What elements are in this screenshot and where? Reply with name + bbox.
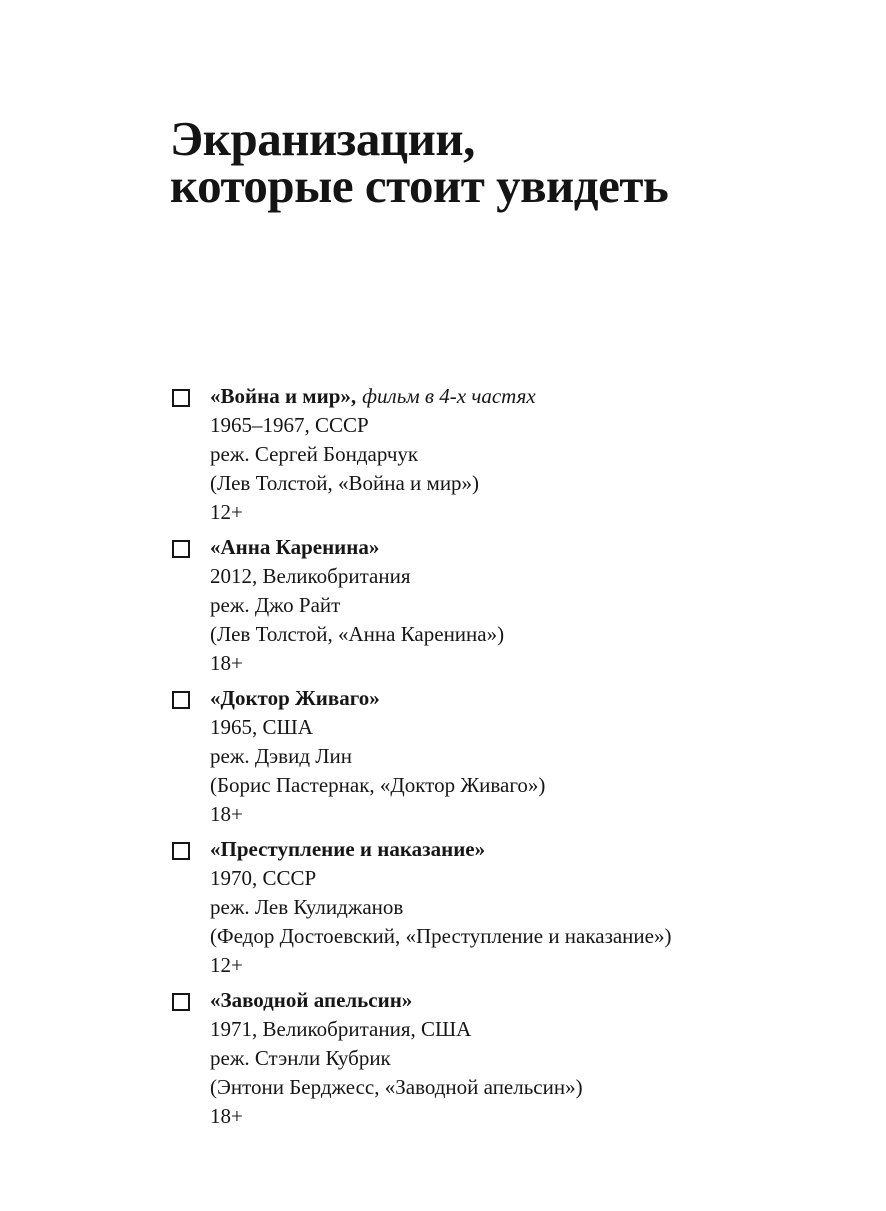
checkbox-icon [172, 540, 190, 558]
film-list-item [172, 986, 846, 1131]
film-source-book: (Федор Достоевский, «Преступление и наказание») [210, 924, 672, 948]
film-list-item [172, 684, 846, 829]
film-director: реж. Сергей Бондарчук [210, 442, 419, 466]
film-age-rating: 18+ [210, 1104, 243, 1128]
checkbox-icon [172, 389, 190, 407]
film-age-rating: 12+ [210, 500, 243, 524]
film-entry [210, 533, 504, 678]
checkbox-icon [172, 993, 190, 1011]
film-title: «Война и мир», [210, 384, 357, 408]
page-title-line-1: Экранизации, [170, 111, 475, 166]
film-title: «Доктор Живаго» [210, 686, 380, 710]
film-age-rating: 12+ [210, 953, 243, 977]
film-source-book: (Борис Пастернак, «Доктор Живаго») [210, 773, 546, 797]
film-checklist [172, 382, 846, 1131]
film-director: реж. Джо Райт [210, 593, 341, 617]
film-year-country: 2012, Великобритания [210, 564, 411, 588]
film-title: «Заводной апельсин» [210, 988, 413, 1012]
page-title [170, 111, 846, 213]
film-subtitle: фильм в 4-х частях [362, 384, 536, 408]
film-title-line [210, 382, 536, 411]
film-year-country: 1971, Великобритания, США [210, 1017, 472, 1041]
film-age-rating: 18+ [210, 651, 243, 675]
film-director: реж. Лев Кулиджанов [210, 895, 404, 919]
film-title: «Преступление и наказание» [210, 837, 486, 861]
film-source-book: (Лев Толстой, «Война и мир») [210, 471, 480, 495]
film-entry [210, 986, 583, 1131]
checkbox-icon [172, 842, 190, 860]
film-entry [210, 382, 536, 527]
film-year-country: 1970, СССР [210, 866, 317, 890]
film-list-item [172, 533, 846, 678]
film-title-line [210, 986, 583, 1015]
film-year-country: 1965, США [210, 715, 313, 739]
film-entry [210, 684, 545, 829]
film-title-line [210, 835, 671, 864]
film-entry [210, 835, 671, 980]
film-title: «Анна Каренина» [210, 535, 380, 559]
film-director: реж. Дэвид Лин [210, 744, 352, 768]
film-age-rating: 18+ [210, 802, 243, 826]
film-title-line [210, 684, 545, 713]
page-title-line-2: которые стоит увидеть [170, 158, 669, 213]
checkbox-icon [172, 691, 190, 709]
film-director: реж. Стэнли Кубрик [210, 1046, 391, 1070]
film-source-book: (Лев Толстой, «Анна Каренина») [210, 622, 505, 646]
film-list-item [172, 835, 846, 980]
film-list-item [172, 382, 846, 527]
film-year-country: 1965–1967, СССР [210, 413, 369, 437]
film-source-book: (Энтони Берджесс, «Заводной апельсин») [210, 1075, 583, 1099]
film-title-line [210, 533, 504, 562]
